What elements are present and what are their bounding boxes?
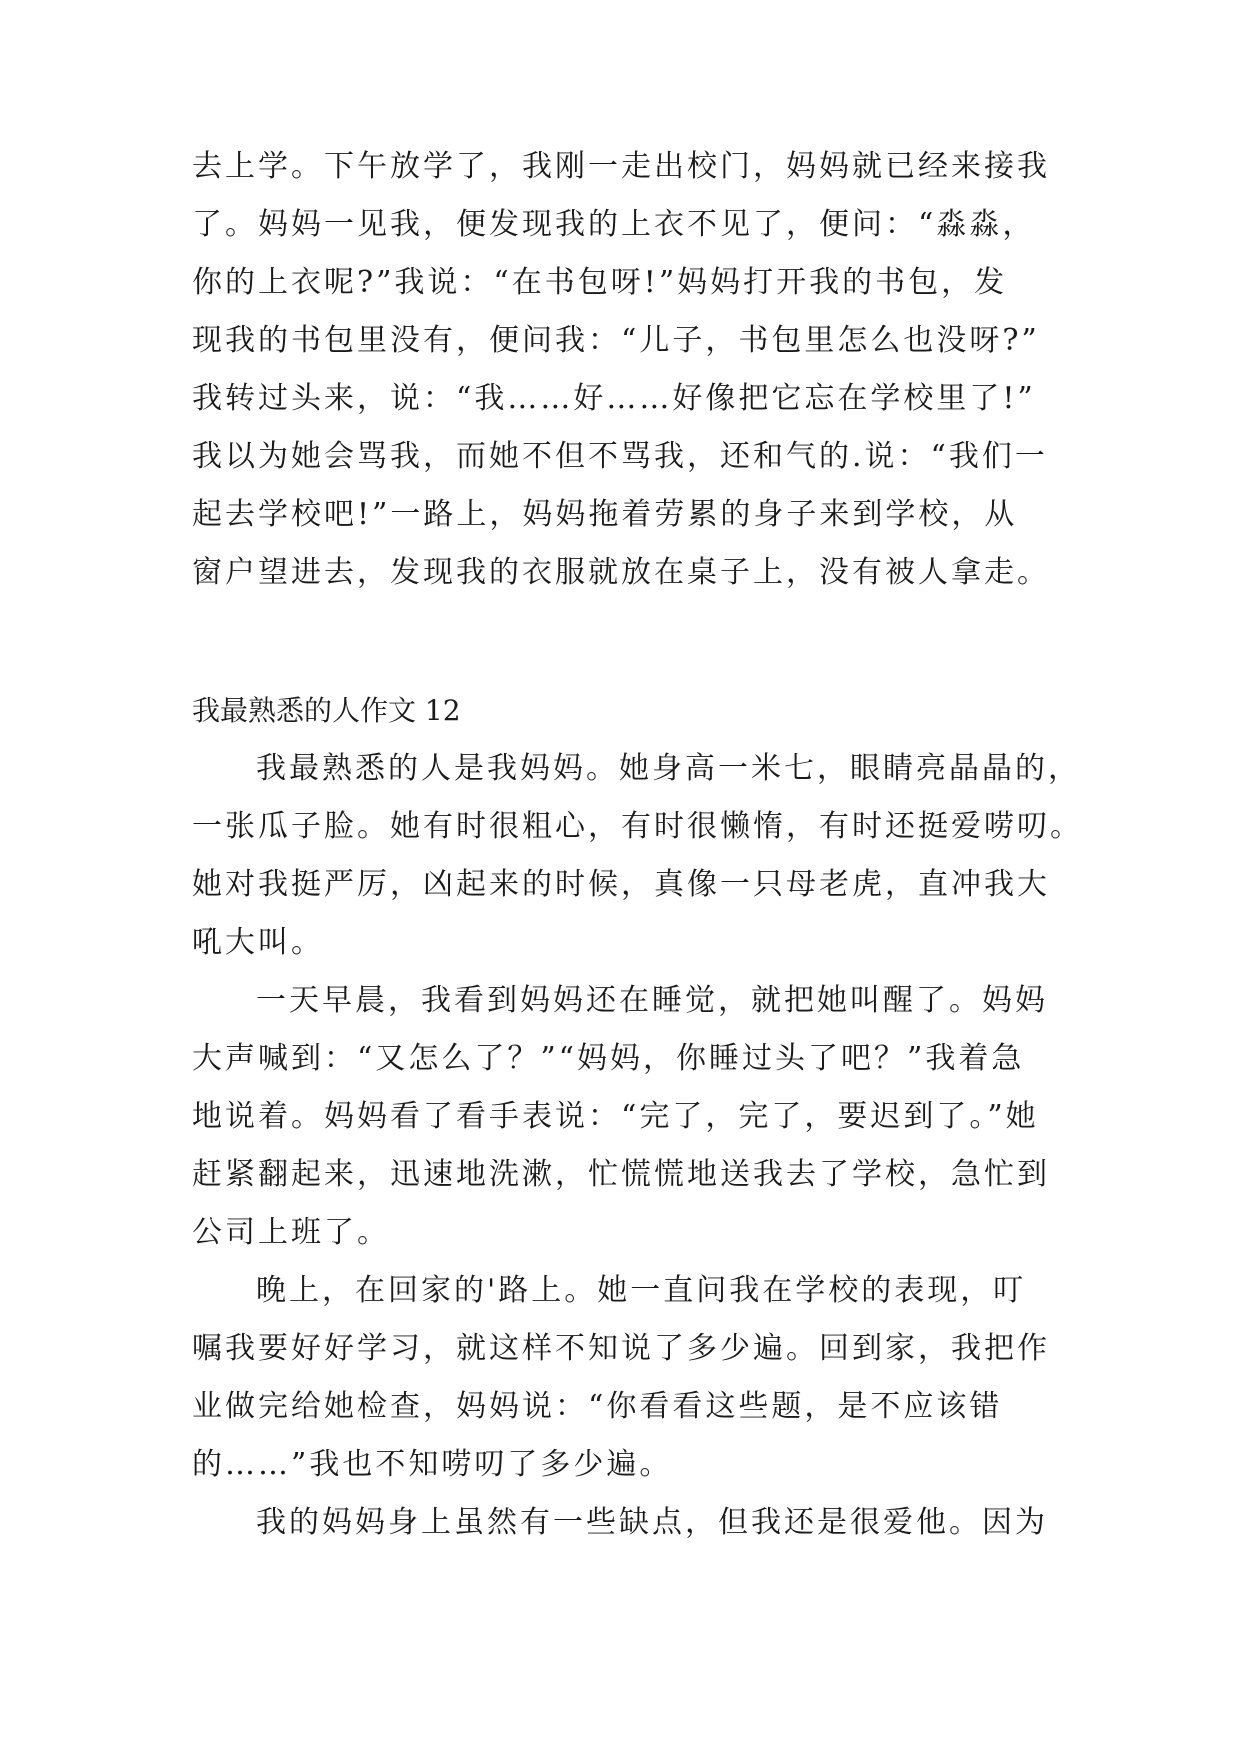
text-line: 嘱我要好好学习，就这样不知说了多少遍。回到家，我把作 bbox=[192, 1331, 1050, 1366]
text-line: 我的妈妈身上虽然有一些缺点，但我还是很爱他。因为 bbox=[256, 1505, 1048, 1540]
text-line: 地说着。妈妈看了看手表说：“完了，完了，要迟到了。”她 bbox=[192, 1099, 1039, 1134]
text-line: 起去学校吧!”一路上，妈妈拖着劳累的身子来到学校，从 bbox=[192, 497, 1018, 532]
text-line: 我转过头来，说：“我……好……好像把它忘在学校里了!” bbox=[192, 381, 1036, 416]
text-line: 我最熟悉的人是我妈妈。她身高一米七，眼睛亮晶晶的， bbox=[256, 751, 1081, 786]
text-line: 晚上，在回家的'路上。她一直问我在学校的表现，叮 bbox=[256, 1273, 1027, 1308]
text-line: 现我的书包里没有，便问我：“儿子，书包里怎么也没呀?” bbox=[192, 323, 1040, 358]
text-line: 窗户望进去，发现我的衣服就放在桌子上，没有被人拿走。 bbox=[192, 555, 1050, 590]
paragraph bbox=[192, 1494, 1072, 1552]
text-line: 她对我挺严厉，凶起来的时候，真像一只母老虎，直冲我大 bbox=[192, 867, 1050, 902]
paragraph bbox=[192, 972, 1072, 1262]
paragraph bbox=[192, 740, 1083, 972]
text-line: 公司上班了。 bbox=[192, 1215, 390, 1250]
text-line: 你的上衣呢?”我说：“在书包呀!”妈妈打开我的书包，发 bbox=[192, 265, 1008, 300]
text-line: 一张瓜子脸。她有时很粗心，有时很懒惰，有时还挺爱唠叨。 bbox=[192, 809, 1083, 844]
text-line: 去上学。下午放学了，我刚一走出校门，妈妈就已经来接我 bbox=[192, 149, 1050, 184]
text-line: 吼大叫。 bbox=[192, 925, 324, 960]
text-line: 我以为她会骂我，而她不但不骂我，还和气的.说：“我们一 bbox=[192, 439, 1048, 474]
text-line: 赶紧翻起来，迅速地洗漱，忙慌慌地送我去了学校，急忙到 bbox=[192, 1157, 1050, 1192]
essay-title: 我最熟悉的人作文 12 bbox=[192, 694, 461, 727]
text-line: 的……”我也不知唠叨了多少遍。 bbox=[192, 1447, 673, 1482]
paragraph bbox=[192, 1262, 1072, 1494]
essay-section bbox=[192, 682, 1083, 1552]
text-line: 一天早晨，我看到妈妈还在睡觉，就把她叫醒了。妈妈 bbox=[256, 983, 1048, 1018]
text-line: 了。妈妈一见我，便发现我的上衣不见了，便问：“淼淼， bbox=[192, 207, 1036, 242]
top-paragraph bbox=[192, 138, 1072, 602]
text-line: 业做完给她检查，妈妈说：“你看看这些题，是不应该错 bbox=[192, 1389, 1003, 1424]
text-line: 大声喊到：“又怎么了？”“妈妈，你睡过头了吧？”我着急 bbox=[192, 1041, 1025, 1076]
